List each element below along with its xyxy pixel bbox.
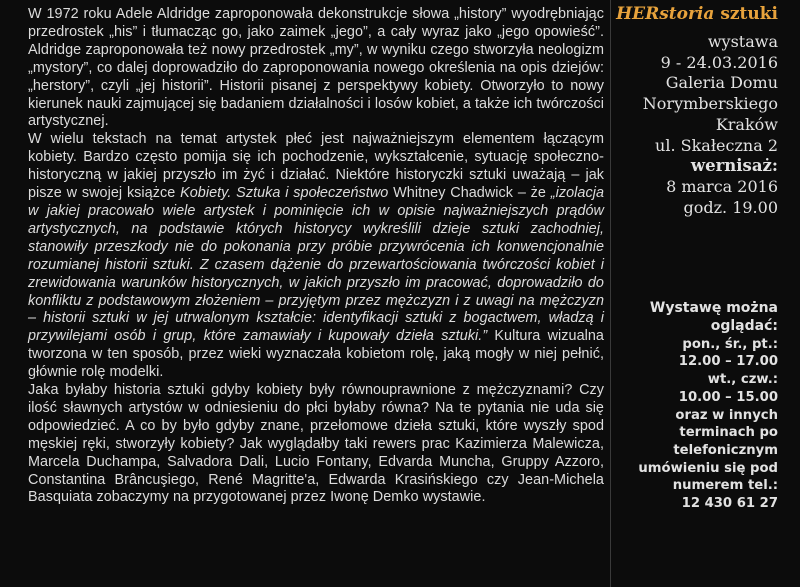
paragraph-1: W 1972 roku Adele Aldridge zaproponowała dekonstrukcje słowa „history” wyodrębniając przedrostek „his” i tłumacząc go, jako zaimek „jego”, a cały wyraz jako „jego opowieść”. Aldridge zaproponowała też nowy przedrostek „my”, w wyniku czego stworzyła neologizm „mystory”, co dalej doprowadziło do zaproponowania nowego określenia na opis dziejów: „herstory”, czyli „jej historii”. Historii pisanej z perspektywy kobiety. Otworzyło to nowy kierunek nauki zajmującej się badaniem działalności i losów kobiet, a także ich twórczości artystycznej. <box>28 6 604 130</box>
venue-line-1: Galeria Domu <box>665 73 778 93</box>
book-title: Kobiety. Sztuka i społeczeństwo <box>180 185 389 202</box>
hours-time-1: 12.00 – 17.00 <box>678 354 778 370</box>
exhibition-title-her: HERstoria <box>616 4 715 24</box>
hours-note-2: terminach po <box>679 425 778 441</box>
event-sidebar <box>614 4 778 513</box>
hours-note-5: numerem tel.: <box>672 478 778 494</box>
column-divider <box>610 0 611 587</box>
hours-note-3: telefonicznym <box>673 442 778 458</box>
venue-address: ul. Skałeczna 2 <box>655 135 778 155</box>
hours-note-4: umówieniu się pod <box>638 460 778 476</box>
event-type: wystawa <box>707 32 778 51</box>
opening-hours <box>614 300 778 512</box>
paragraph-2-intro: W wielu tekstach na temat artystek płeć jest najważniejszym elementem łączącym kobiety. Bardzo często pomija się ich pochodzenie, wykształcenie, sytuację społeczno-historyczną w jakiej przyszło im żyć i działać. Niektóre historyczki sztuki uważają – jak pisze w swojej książce <box>28 131 604 202</box>
hours-time-2: 10.00 – 15.00 <box>678 389 778 405</box>
hours-days-2: wt., czw.: <box>707 372 778 388</box>
paragraph-2-author: Whitney Chadwick – że <box>388 185 551 202</box>
event-details <box>614 32 778 218</box>
exhibition-title <box>614 4 778 25</box>
hours-title-1: Wystawę można <box>649 300 778 317</box>
article-body <box>28 6 604 507</box>
paragraph-2 <box>28 131 604 382</box>
hours-title-2: oglądać: <box>710 318 778 335</box>
paragraph-2-conclusion: Kultura wizualna tworzona w ten sposób, przez wieki wyznaczała kobietom rolę, jaką mogły w niej pełnić, głównie rolę modelki. <box>28 328 604 381</box>
event-dates: 9 - 24.03.2016 <box>660 52 778 72</box>
hours-days-1: pon., śr., pt.: <box>682 336 778 352</box>
vernissage-date: 8 marca 2016 <box>666 176 778 196</box>
venue-line-2: Norymberskiego <box>642 94 778 114</box>
venue-city: Kraków <box>715 114 778 134</box>
chadwick-quote: „izolacja w jakiej pracowało wiele artystek i pominięcie ich w opisie najważniejszych prądów artystycznych, na podstawie których historycy wykreślili dzieje sztuki zachodniej, stanowiły przeszkody nie do pokonania przy próbie przywrócenia ich konwencjonalnie rozumianej historii sztuki. Z czasem dążenie do przewartościowania twórczości kobiet i zrewidowania warunków historycznych, w jakich przyszło im pracować, doprowadziło do konfliktu z podstawowym złożeniem – przyjętym przez mężczyzn i z uwagi na mężczyzn – historii sztuki w jej utrwalonym kształcie: identyfikacji sztuki z bogactwem, władzą i przywilejami osób i grup, które zamawiały i kupowały dzieła sztuki.” <box>28 185 604 345</box>
vernissage-label: wernisaż: <box>690 156 778 176</box>
vernissage-time: godz. 19.00 <box>683 197 778 217</box>
exhibition-title-rest: sztuki <box>714 4 778 24</box>
hours-note-1: oraz w innych <box>675 407 778 423</box>
paragraph-3: Jaka byłaby historia sztuki gdyby kobiety były równouprawnione z mężczyznami? Czy ilość sławnych artystów w odniesieniu do płci byłaby równa? Na te pytania nie uda się odpowiedzieć. A co by było gdyby znane, przełomowe dzieła sztuki, które wyszły spod męskiej ręki, stworzyły kobiety? Jak wyglądałby taki rewers prac Kazimierza Malewicza, Marcela Duchampa, Salvadora Dali, Lucio Fontany, Edvarda Muncha, Gruppy Azzoro, Constantina Brâncuşiego, René Magritte'a, Edwarda Krasińskiego czy Jean-Michela Basquiata zobaczymy na przygotowanej przez Iwonę Demko wystawie. <box>28 382 604 506</box>
phone-number: 12 430 61 27 <box>681 496 778 512</box>
